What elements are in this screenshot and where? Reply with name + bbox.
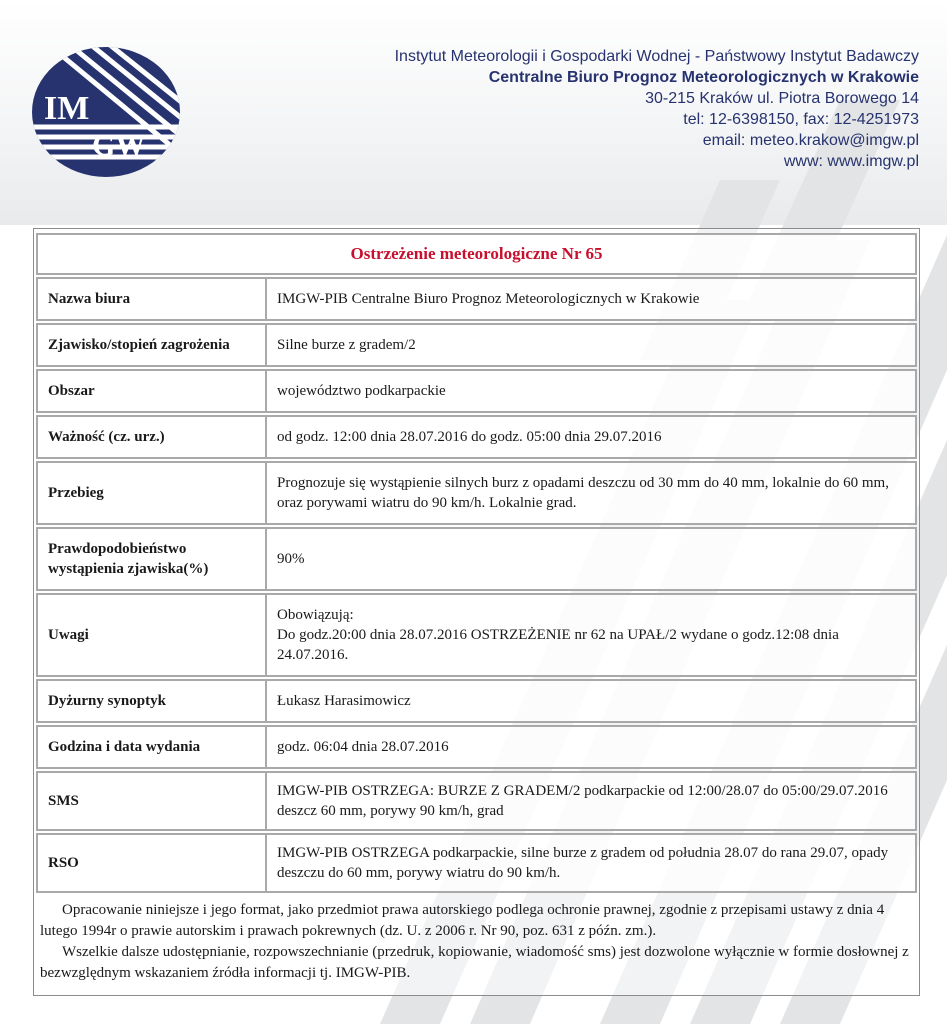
- phone-fax: tel: 12-6398150, fax: 12-4251973: [683, 111, 919, 128]
- remarks-text: Do godz.20:00 dnia 28.07.2016 OSTRZEŻENIE nr 62 na UPAŁ/2 wydane o godz.12:08 dnia 24.07.2016.: [277, 627, 839, 663]
- email: email: meteo.krakow@imgw.pl: [702, 132, 919, 149]
- table-title-row: [36, 233, 917, 275]
- remarks-intro: Obowiązują:: [277, 607, 354, 623]
- logo-text-gw: GW: [92, 129, 146, 162]
- copyright-paragraph: Opracowanie niniejsze i jego format, jako przedmiot prawa autorskiego podlega ochronie prawnej, zgodnie z przepisami ustawy z dnia 4 lutego 1994r o prawie autorskim i prawach pokrewnych (dz. U. z 2006 r. Nr 90, poz. 631 z późn. zm.).: [40, 902, 885, 939]
- row-value: [266, 593, 917, 677]
- bureau-name: Centralne Biuro Prognoz Meteorologicznych w Krakowie: [488, 69, 919, 86]
- row-label: Dyżurny synoptyk: [36, 679, 266, 723]
- row-label: SMS: [36, 771, 266, 831]
- redistribution-paragraph: Wszelkie dalsze udostępnianie, rozpowszechnianie (przedruk, kopiowanie, wiadomość sms) jest dozwolone wyłącznie w formie dosłownej z bezwzględnym wskazaniem źródła informacji tj. IMGW-PIB.: [40, 944, 909, 981]
- row-label: Przebieg: [36, 461, 266, 525]
- table-row: [36, 679, 917, 723]
- row-label: Nazwa biura: [36, 277, 266, 321]
- table-row: [36, 461, 917, 525]
- table-row: [36, 527, 917, 591]
- row-value: godz. 06:04 dnia 28.07.2016: [266, 725, 917, 769]
- website: www: www.imgw.pl: [783, 153, 919, 170]
- logo-text-im: IM: [44, 90, 90, 127]
- row-value: województwo podkarpackie: [266, 369, 917, 413]
- row-value: Silne burze z gradem/2: [266, 323, 917, 367]
- table-row: [36, 833, 917, 893]
- row-label: Zjawisko/stopień zagrożenia: [36, 323, 266, 367]
- table-row: [36, 771, 917, 831]
- institute-header: [395, 46, 919, 172]
- warning-table: [36, 231, 917, 895]
- copyright-notice: [40, 900, 914, 984]
- row-label: Obszar: [36, 369, 266, 413]
- row-value: Łukasz Harasimowicz: [266, 679, 917, 723]
- row-value: Prognozuje się wystąpienie silnych burz z opadami deszczu od 30 mm do 40 mm, lokalnie do 60 mm, oraz porywami wiatru do 90 km/h. Lokalnie grad.: [266, 461, 917, 525]
- table-row: [36, 323, 917, 367]
- table-row: [36, 277, 917, 321]
- row-value: 90%: [266, 527, 917, 591]
- institute-name: Instytut Meteorologii i Gospodarki Wodnej - Państwowy Instytut Badawczy: [394, 48, 919, 65]
- imgw-logo: [30, 45, 182, 179]
- row-label: Ważność (cz. urz.): [36, 415, 266, 459]
- table-row: [36, 593, 917, 677]
- row-value: od godz. 12:00 dnia 28.07.2016 do godz. 05:00 dnia 29.07.2016: [266, 415, 917, 459]
- row-value: IMGW-PIB OSTRZEGA podkarpackie, silne burze z gradem od południa 28.07 do rana 29.07, opady deszczu do 60 mm, porywy wiatru do 90 km/h.: [266, 833, 917, 893]
- row-value: IMGW-PIB OSTRZEGA: BURZE Z GRADEM/2 podkarpackie od 12:00/28.07 do 05:00/29.07.2016 deszcz 60 mm, porywy 90 km/h, grad: [266, 771, 917, 831]
- row-label: RSO: [36, 833, 266, 893]
- address: 30-215 Kraków ul. Piotra Borowego 14: [645, 90, 919, 107]
- table-row: [36, 369, 917, 413]
- row-label: Uwagi: [36, 593, 266, 677]
- table-row: [36, 415, 917, 459]
- table-row: [36, 725, 917, 769]
- row-label: Godzina i data wydania: [36, 725, 266, 769]
- row-label: Prawdopodobieństwo wystąpienia zjawiska(%): [36, 527, 266, 591]
- warning-title: Ostrzeżenie meteorologiczne Nr 65: [36, 233, 917, 275]
- row-value: IMGW-PIB Centralne Biuro Prognoz Meteorologicznych w Krakowie: [266, 277, 917, 321]
